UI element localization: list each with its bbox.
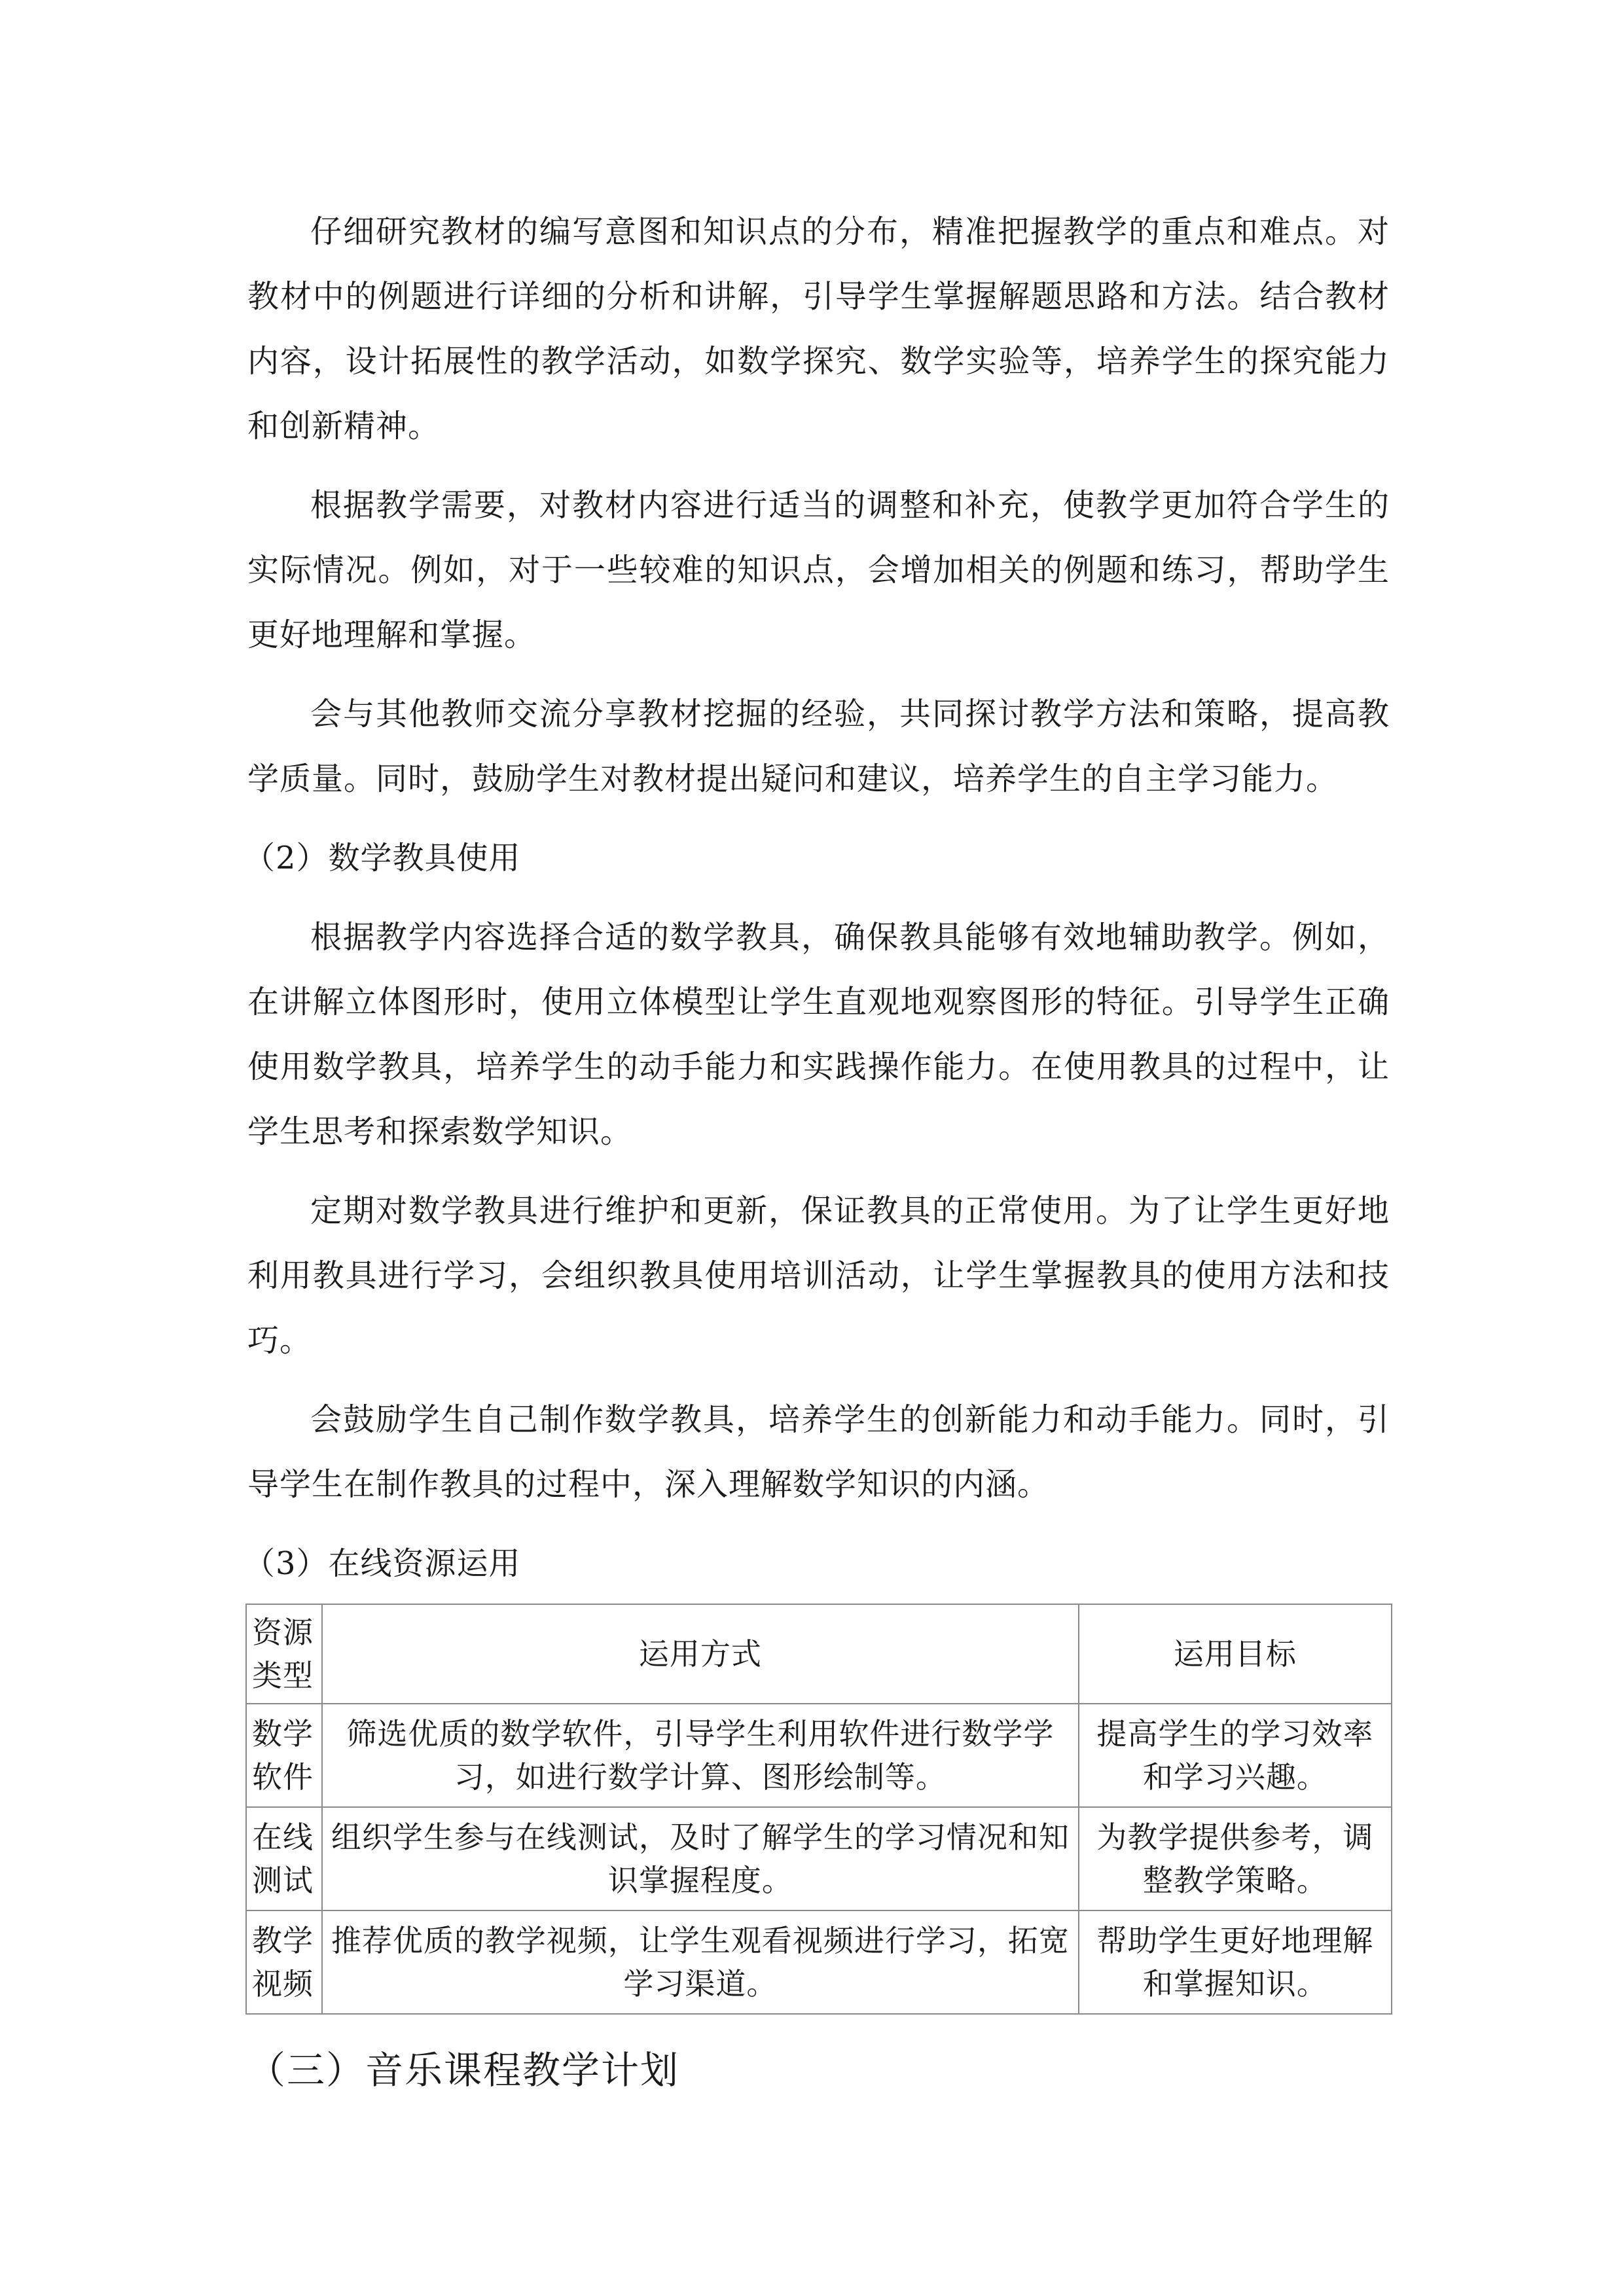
table-row bbox=[246, 1807, 1392, 1910]
paragraph-aids-maintain: 定期对数学教具进行维护和更新，保证教具的正常使用。为了让学生更好地利用教具进行学习，会组织教具使用培训活动，让学生掌握教具的使用方法和技巧。 bbox=[247, 1193, 1390, 1359]
header-usage-goal: 运用目标 bbox=[1079, 1604, 1392, 1704]
cell-resource-type: 在线测试 bbox=[246, 1807, 322, 1910]
section-title-music-plan: （三）音乐课程教学计划 bbox=[247, 2048, 680, 2092]
table-header-row bbox=[246, 1604, 1392, 1704]
subheading-online-resources: （3）在线资源运用 bbox=[244, 1545, 521, 1582]
cell-usage-method: 组织学生参与在线测试，及时了解学生的学习情况和知识掌握程度。 bbox=[322, 1807, 1079, 1910]
paragraph-aids-select: 根据教学内容选择合适的数学教具，确保教具能够有效地辅助教学。例如，在讲解立体图形时，使用立体模型让学生直观地观察图形的特征。引导学生正确使用数学教具，培养学生的动手能力和实践操作能力。在使用教具的过程中，让学生思考和探索数学知识。 bbox=[247, 919, 1390, 1150]
cell-usage-method: 筛选优质的数学软件，引导学生利用软件进行数学学习，如进行数学计算、图形绘制等。 bbox=[322, 1704, 1079, 1807]
paragraph-textbook-study: 仔细研究教材的编写意图和知识点的分布，精准把握教学的重点和难点。对教材中的例题进行详细的分析和讲解，引导学生掌握解题思路和方法。结合教材内容，设计拓展性的教学活动，如数学探究、数学实验等，培养学生的探究能力和创新精神。 bbox=[247, 213, 1390, 444]
online-resources-table bbox=[245, 1604, 1392, 2015]
paragraph-textbook-share: 会与其他教师交流分享教材挖掘的经验，共同探讨教学方法和策略，提高教学质量。同时，鼓励学生对教材提出疑问和建议，培养学生的自主学习能力。 bbox=[247, 696, 1390, 797]
cell-resource-type: 数学软件 bbox=[246, 1704, 322, 1807]
cell-resource-type: 教学视频 bbox=[246, 1910, 322, 2014]
table-row bbox=[246, 1910, 1392, 2014]
header-resource-type: 资源类型 bbox=[246, 1604, 322, 1704]
paragraph-aids-make: 会鼓励学生自己制作数学教具，培养学生的创新能力和动手能力。同时，引导学生在制作教具的过程中，深入理解数学知识的内涵。 bbox=[247, 1401, 1390, 1503]
body-text bbox=[244, 200, 1390, 1605]
header-usage-method: 运用方式 bbox=[322, 1604, 1079, 1704]
cell-usage-method: 推荐优质的教学视频，让学生观看视频进行学习，拓宽学习渠道。 bbox=[322, 1910, 1079, 2014]
cell-usage-goal: 帮助学生更好地理解和掌握知识。 bbox=[1079, 1910, 1392, 2014]
paragraph-textbook-adjust: 根据教学需要，对教材内容进行适当的调整和补充，使教学更加符合学生的实际情况。例如，对于一些较难的知识点，会增加相关的例题和练习，帮助学生更好地理解和掌握。 bbox=[247, 487, 1390, 653]
cell-usage-goal: 提高学生的学习效率和学习兴趣。 bbox=[1079, 1704, 1392, 1807]
subheading-teaching-aids: （2）数学教具使用 bbox=[244, 840, 521, 876]
table-row bbox=[246, 1704, 1392, 1807]
cell-usage-goal: 为教学提供参考，调整教学策略。 bbox=[1079, 1807, 1392, 1910]
